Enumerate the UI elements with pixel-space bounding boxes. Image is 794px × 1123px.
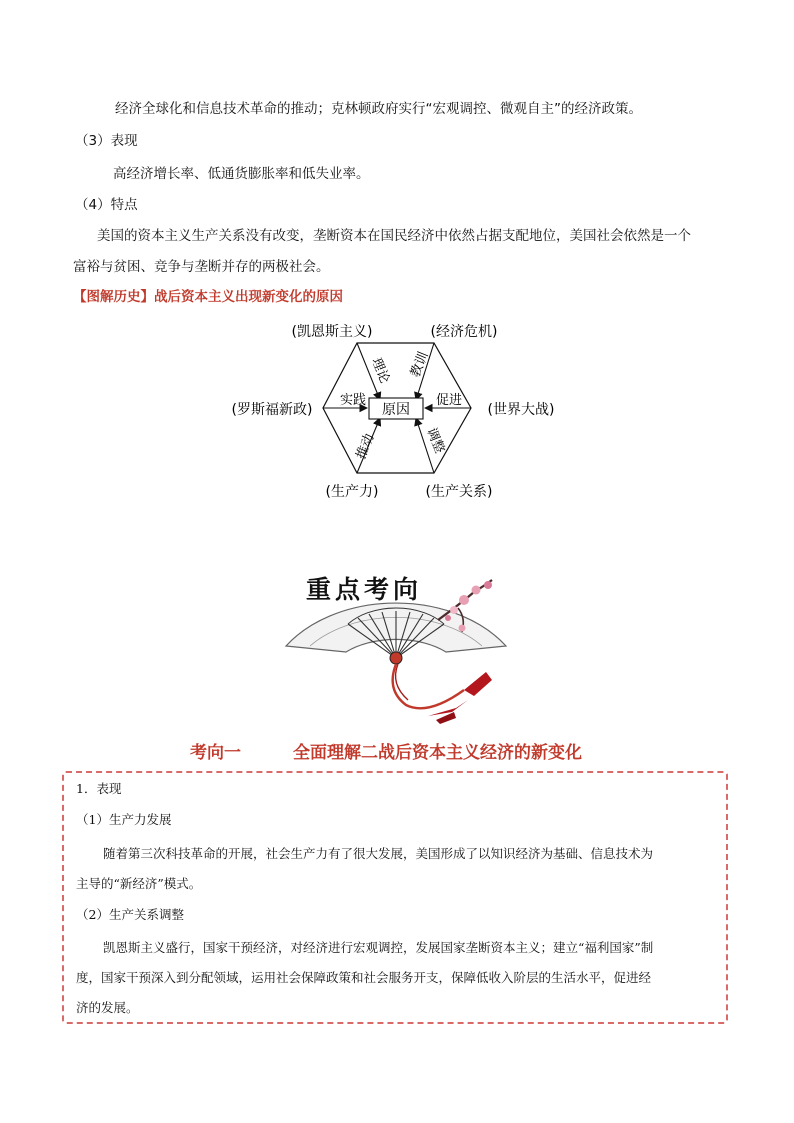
section-title: 全面理解二战后资本主义经济的新变化	[293, 743, 582, 763]
node-productivity: (生产力)	[325, 484, 379, 500]
fan-pivot	[390, 652, 402, 664]
paragraph-features-line2: 富裕与贫困、竞争与垄断并存的两极社会。	[73, 259, 330, 275]
edge-label-promote: 促进	[436, 393, 463, 408]
diagram-section-title: 【图解历史】战后资本主义出现新变化的原因	[73, 289, 343, 305]
node-new-deal: (罗斯福新政)	[231, 402, 313, 418]
box-item-performance: 1．表现	[76, 781, 122, 796]
fan-title: 重点考向	[305, 575, 423, 604]
box-paragraph-productivity-line1: 随着第三次科技革命的开展，社会生产力有了很大发展，美国形成了以知识经济为基础、信息技术为	[103, 846, 654, 861]
center-label: 原因	[382, 402, 410, 418]
paragraph-performance: 高经济增长率、低通货膨胀率和低失业率。	[113, 166, 370, 182]
heading-features: （4）特点	[75, 197, 138, 213]
section-number: 考向一	[190, 743, 241, 763]
node-keynesianism: (凯恩斯主义)	[291, 324, 373, 340]
edge-label-adjust: 调整	[423, 425, 447, 456]
node-economic-crisis: (经济危机)	[430, 324, 498, 340]
node-production-relations: (生产关系)	[425, 484, 493, 500]
edge-label-theory: 理论	[368, 355, 392, 386]
heading-performance: （3）表现	[75, 133, 138, 149]
edge-label-practice: 实践	[340, 393, 367, 408]
edge-label-lesson: 教训	[408, 349, 432, 380]
edge-label-drive: 推动	[353, 431, 378, 462]
box-heading-productivity: （1）生产力发展	[76, 812, 172, 827]
box-paragraph-productivity-line2: 主导的“新经济”模式。	[76, 876, 202, 891]
paragraph-features-line1: 美国的资本主义生产关系没有改变，垄断资本在国民经济中依然占据支配地位，美国社会依然是一个	[97, 228, 691, 244]
cause-diagram	[222, 312, 572, 508]
box-paragraph-relations-line3: 济的发展。	[76, 1000, 139, 1015]
box-paragraph-relations-line1: 凯恩斯主义盛行，国家干预经济，对经济进行宏观调控，发展国家垄断资本主义；建立“福利国家”制	[103, 940, 654, 955]
fan-tassel	[393, 664, 492, 724]
node-world-war: (世界大战)	[487, 402, 555, 418]
box-heading-relations: （2）生产关系调整	[76, 907, 184, 922]
box-paragraph-relations-line2: 度，国家干预深入到分配领域，运用社会保障政策和社会服务开支，保障低收入阶层的生活水平，促进经	[76, 970, 652, 985]
paragraph-policy: 经济全球化和信息技术革命的推动；克林顿政府实行“宏观调控、微观自主”的经济政策。	[115, 101, 642, 117]
key-focus-fan-banner	[278, 540, 514, 726]
